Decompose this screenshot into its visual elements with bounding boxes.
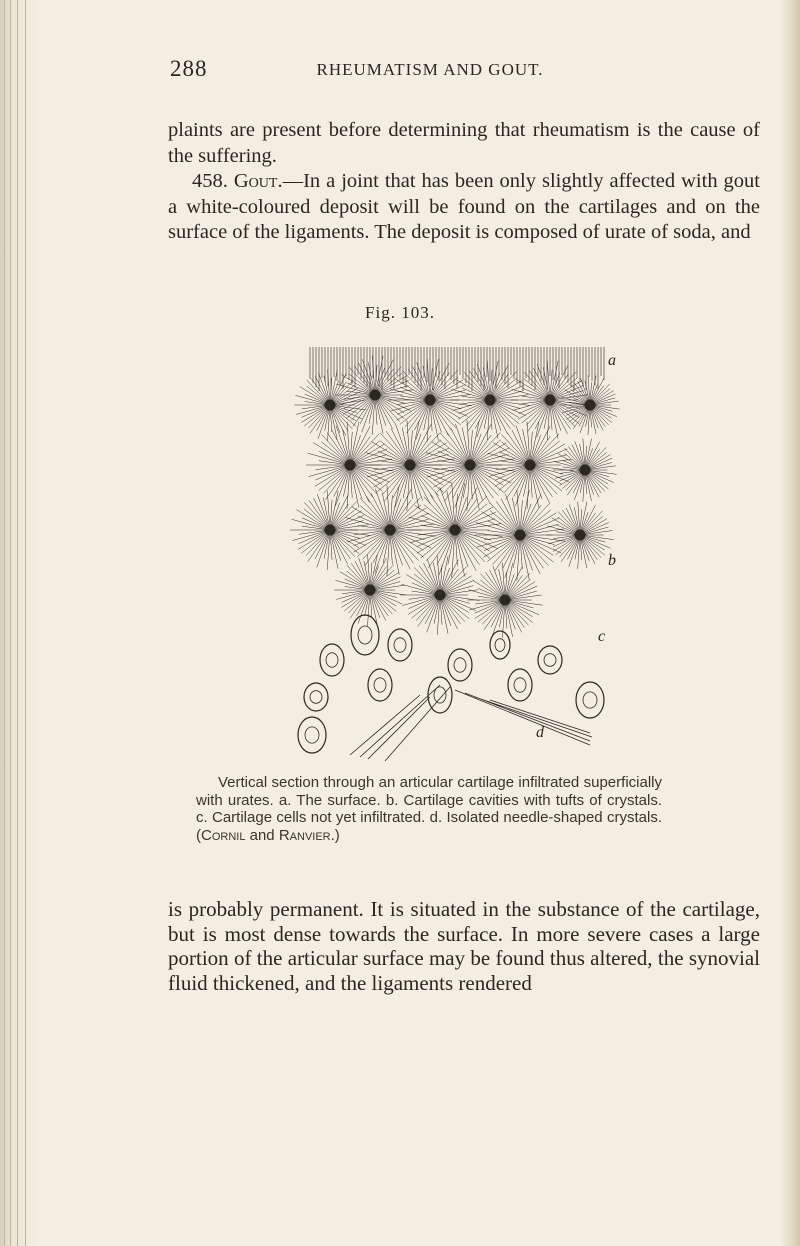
crystal-needle: [338, 395, 375, 405]
crystal-needle: [330, 502, 356, 530]
cell-nucleus: [358, 626, 372, 644]
section-number: 458.: [192, 170, 228, 192]
cartilage-cell: [304, 683, 328, 711]
crystal-needle: [414, 567, 440, 595]
crystal-needle: [391, 400, 430, 411]
crystal-needle: [383, 465, 410, 494]
cartilage-cell: [351, 615, 379, 655]
crystal-needle: [350, 465, 377, 494]
tuft-centre: [500, 595, 510, 605]
cartilage-cell: [388, 629, 412, 661]
crystal-needle: [322, 435, 350, 465]
crystal-needle: [440, 567, 466, 595]
crystal-needle: [415, 506, 455, 530]
letter-c: c: [598, 628, 606, 645]
crystal-needle: [470, 465, 490, 504]
crystal-needle: [505, 573, 530, 600]
cartilage-cell: [448, 649, 472, 681]
caption-credit-open: (: [196, 826, 201, 844]
tuft-centre: [580, 465, 590, 475]
crystal-needle: [403, 595, 440, 605]
letter-a: a: [608, 352, 616, 369]
crystal-needle: [455, 530, 476, 571]
tuft-centre: [575, 530, 585, 540]
figure-label: Fig. 103.: [365, 303, 435, 322]
crystal-needle: [410, 432, 440, 465]
cartilage-cell: [490, 631, 510, 659]
crystal-needle: [530, 465, 557, 494]
crystal-needle: [410, 465, 430, 504]
cell-nucleus: [514, 678, 526, 692]
crystal-needle: [470, 424, 491, 465]
crystal-needle: [530, 426, 550, 465]
crystal-needle: [308, 453, 350, 465]
crystal-needle: [403, 371, 430, 400]
tuft-centre: [385, 525, 395, 535]
cartilage-cell: [538, 646, 562, 674]
crystal-needle: [512, 389, 550, 400]
crystal-needle: [520, 524, 558, 535]
crystal-tufts: [290, 347, 619, 638]
crystal-needle: [464, 372, 490, 400]
cartilage-section-drawing: [290, 345, 630, 765]
cell-nucleus: [326, 653, 338, 667]
continuation-paragraph: plaints are present before determining that rheumatism is the cause of the suffering.: [168, 119, 760, 167]
crystal-needle: [489, 465, 530, 477]
crystal-needle: [488, 453, 530, 465]
figure-caption: [196, 774, 662, 844]
page-header: [170, 56, 690, 86]
crystal-needle: [455, 488, 477, 530]
crystal-needle: [367, 465, 410, 477]
tuft-centre: [450, 525, 460, 535]
lower-paragraph: is probably permanent. It is situated in the substance of the cartilage, but is most dense towards the surface. In more severe cases a large portion of the articular surface may be found thus altered, the synovial fluid thickened, and the ligaments rendered: [168, 897, 760, 995]
crystal-needle: [410, 424, 431, 465]
caption-credit-close: .): [330, 826, 340, 844]
tuft-centre: [585, 400, 595, 410]
crystal-needle: [470, 432, 500, 465]
tuft-centre: [325, 525, 335, 535]
crystal-needle: [405, 400, 430, 427]
caption-text: Vertical section through an articular cartilage infiltrated superficially with urates. a. The surface. b. Cartilage cavities with tufts of crystals. c. Cartilage cells not yet infiltrated. d. Isolated needle-shaped crystals.: [196, 774, 662, 826]
crystal-needle: [502, 435, 530, 465]
section-458-paragraph: [168, 169, 760, 246]
cartilage-cell: [508, 669, 532, 701]
crystal-needle: [309, 465, 350, 477]
cell-nucleus: [394, 638, 406, 652]
cell-nucleus: [374, 678, 386, 692]
crystal-needle: [390, 489, 411, 530]
crystal-needle: [410, 530, 455, 543]
tuft-centre: [425, 395, 435, 405]
crystal-needle: [455, 496, 487, 530]
tuft-centre: [345, 460, 355, 470]
figure-illustration: [290, 345, 630, 765]
crystal-needle: [410, 454, 448, 465]
crystal-needle: [427, 465, 470, 477]
tuft-centre: [325, 400, 335, 410]
crystal-needle: [430, 400, 456, 428]
cell-nucleus: [454, 658, 466, 672]
page-right-edge: [780, 0, 800, 1246]
crystal-needle: [493, 535, 520, 564]
cell-nucleus: [434, 687, 446, 703]
crystal-needle: [476, 523, 520, 535]
cartilage-cell: [368, 669, 392, 701]
cell-nucleus: [305, 727, 319, 743]
crystal-needle: [453, 400, 490, 410]
cell-nucleus: [495, 639, 505, 652]
running-title: RHEUMATISM AND GOUT.: [316, 60, 544, 79]
crystal-needle: [402, 584, 440, 595]
crystal-needle: [347, 530, 390, 542]
cell-nucleus: [310, 691, 322, 704]
crystal-needle: [513, 400, 550, 410]
tuft-centre: [435, 590, 445, 600]
crystal-needle: [455, 507, 493, 530]
tuft-centre: [365, 585, 375, 595]
crystal-needle: [520, 502, 550, 535]
page-number: 288: [170, 56, 208, 81]
crystal-needle: [390, 530, 419, 561]
crystal-needle: [304, 502, 330, 530]
crystal-needle: [350, 426, 370, 465]
crystal-needle: [481, 512, 520, 535]
crystal-needle: [363, 530, 390, 559]
caption-author-ranvier: Ranvier: [278, 826, 331, 844]
tuft-centre: [545, 395, 555, 405]
tuft-centre: [465, 460, 475, 470]
crystal-needle: [350, 455, 387, 465]
crystal-needle: [468, 590, 505, 600]
crystal-needle: [390, 497, 420, 530]
cartilage-cell: [320, 644, 344, 676]
tuft-centre: [370, 390, 380, 400]
tuft-centre: [485, 395, 495, 405]
crystal-needle: [477, 535, 520, 547]
crystal-needle: [292, 519, 330, 530]
crystal-needle: [324, 465, 350, 493]
crystal-needle: [524, 372, 550, 400]
crystal-needle: [417, 530, 455, 553]
crystal-needle: [390, 530, 410, 569]
crystal-needle: [452, 389, 490, 400]
crystal-needle: [409, 517, 455, 530]
crystal-needle: [293, 530, 330, 540]
cartilage-cell: [298, 717, 326, 753]
crystal-needle: [337, 384, 375, 395]
crystal-needle: [455, 519, 495, 530]
caption-author-cornil: Cornil: [201, 826, 246, 844]
tuft-centre: [515, 530, 525, 540]
crystal-needle: [550, 372, 576, 400]
crystal-needle: [520, 535, 549, 566]
crystal-needle: [350, 434, 379, 465]
crystal-needle: [520, 535, 540, 574]
section-title: Gout.: [233, 170, 283, 192]
cell-nucleus: [583, 692, 597, 708]
tuft-centre: [525, 460, 535, 470]
crystal-needle: [530, 434, 559, 465]
caption-credit-and: and: [245, 826, 279, 844]
cell-nucleus: [544, 654, 556, 667]
crystal-needle: [504, 465, 530, 493]
tuft-centre: [405, 460, 415, 470]
section-body: —In a joint that has been only slightly affected with gout a white-coloured deposit will be found on the cartilages and on the surface of the ligaments. The deposit is composed of urate of soda, and: [168, 170, 761, 243]
crystal-needle: [443, 465, 470, 494]
crystal-needle: [490, 372, 516, 400]
page-gutter: [0, 0, 40, 1246]
crystal-needle: [469, 600, 505, 610]
crystal-needle: [426, 530, 455, 561]
needle-crystals: [350, 685, 592, 761]
crystal-needle: [470, 465, 499, 496]
crystal-needle: [520, 494, 541, 535]
crystal-needle: [430, 370, 458, 400]
letter-d: d: [536, 724, 544, 741]
upper-paragraphs: [168, 118, 760, 246]
letter-b: b: [608, 552, 616, 569]
cartilage-cell: [576, 682, 604, 718]
crystal-needle: [470, 454, 508, 465]
